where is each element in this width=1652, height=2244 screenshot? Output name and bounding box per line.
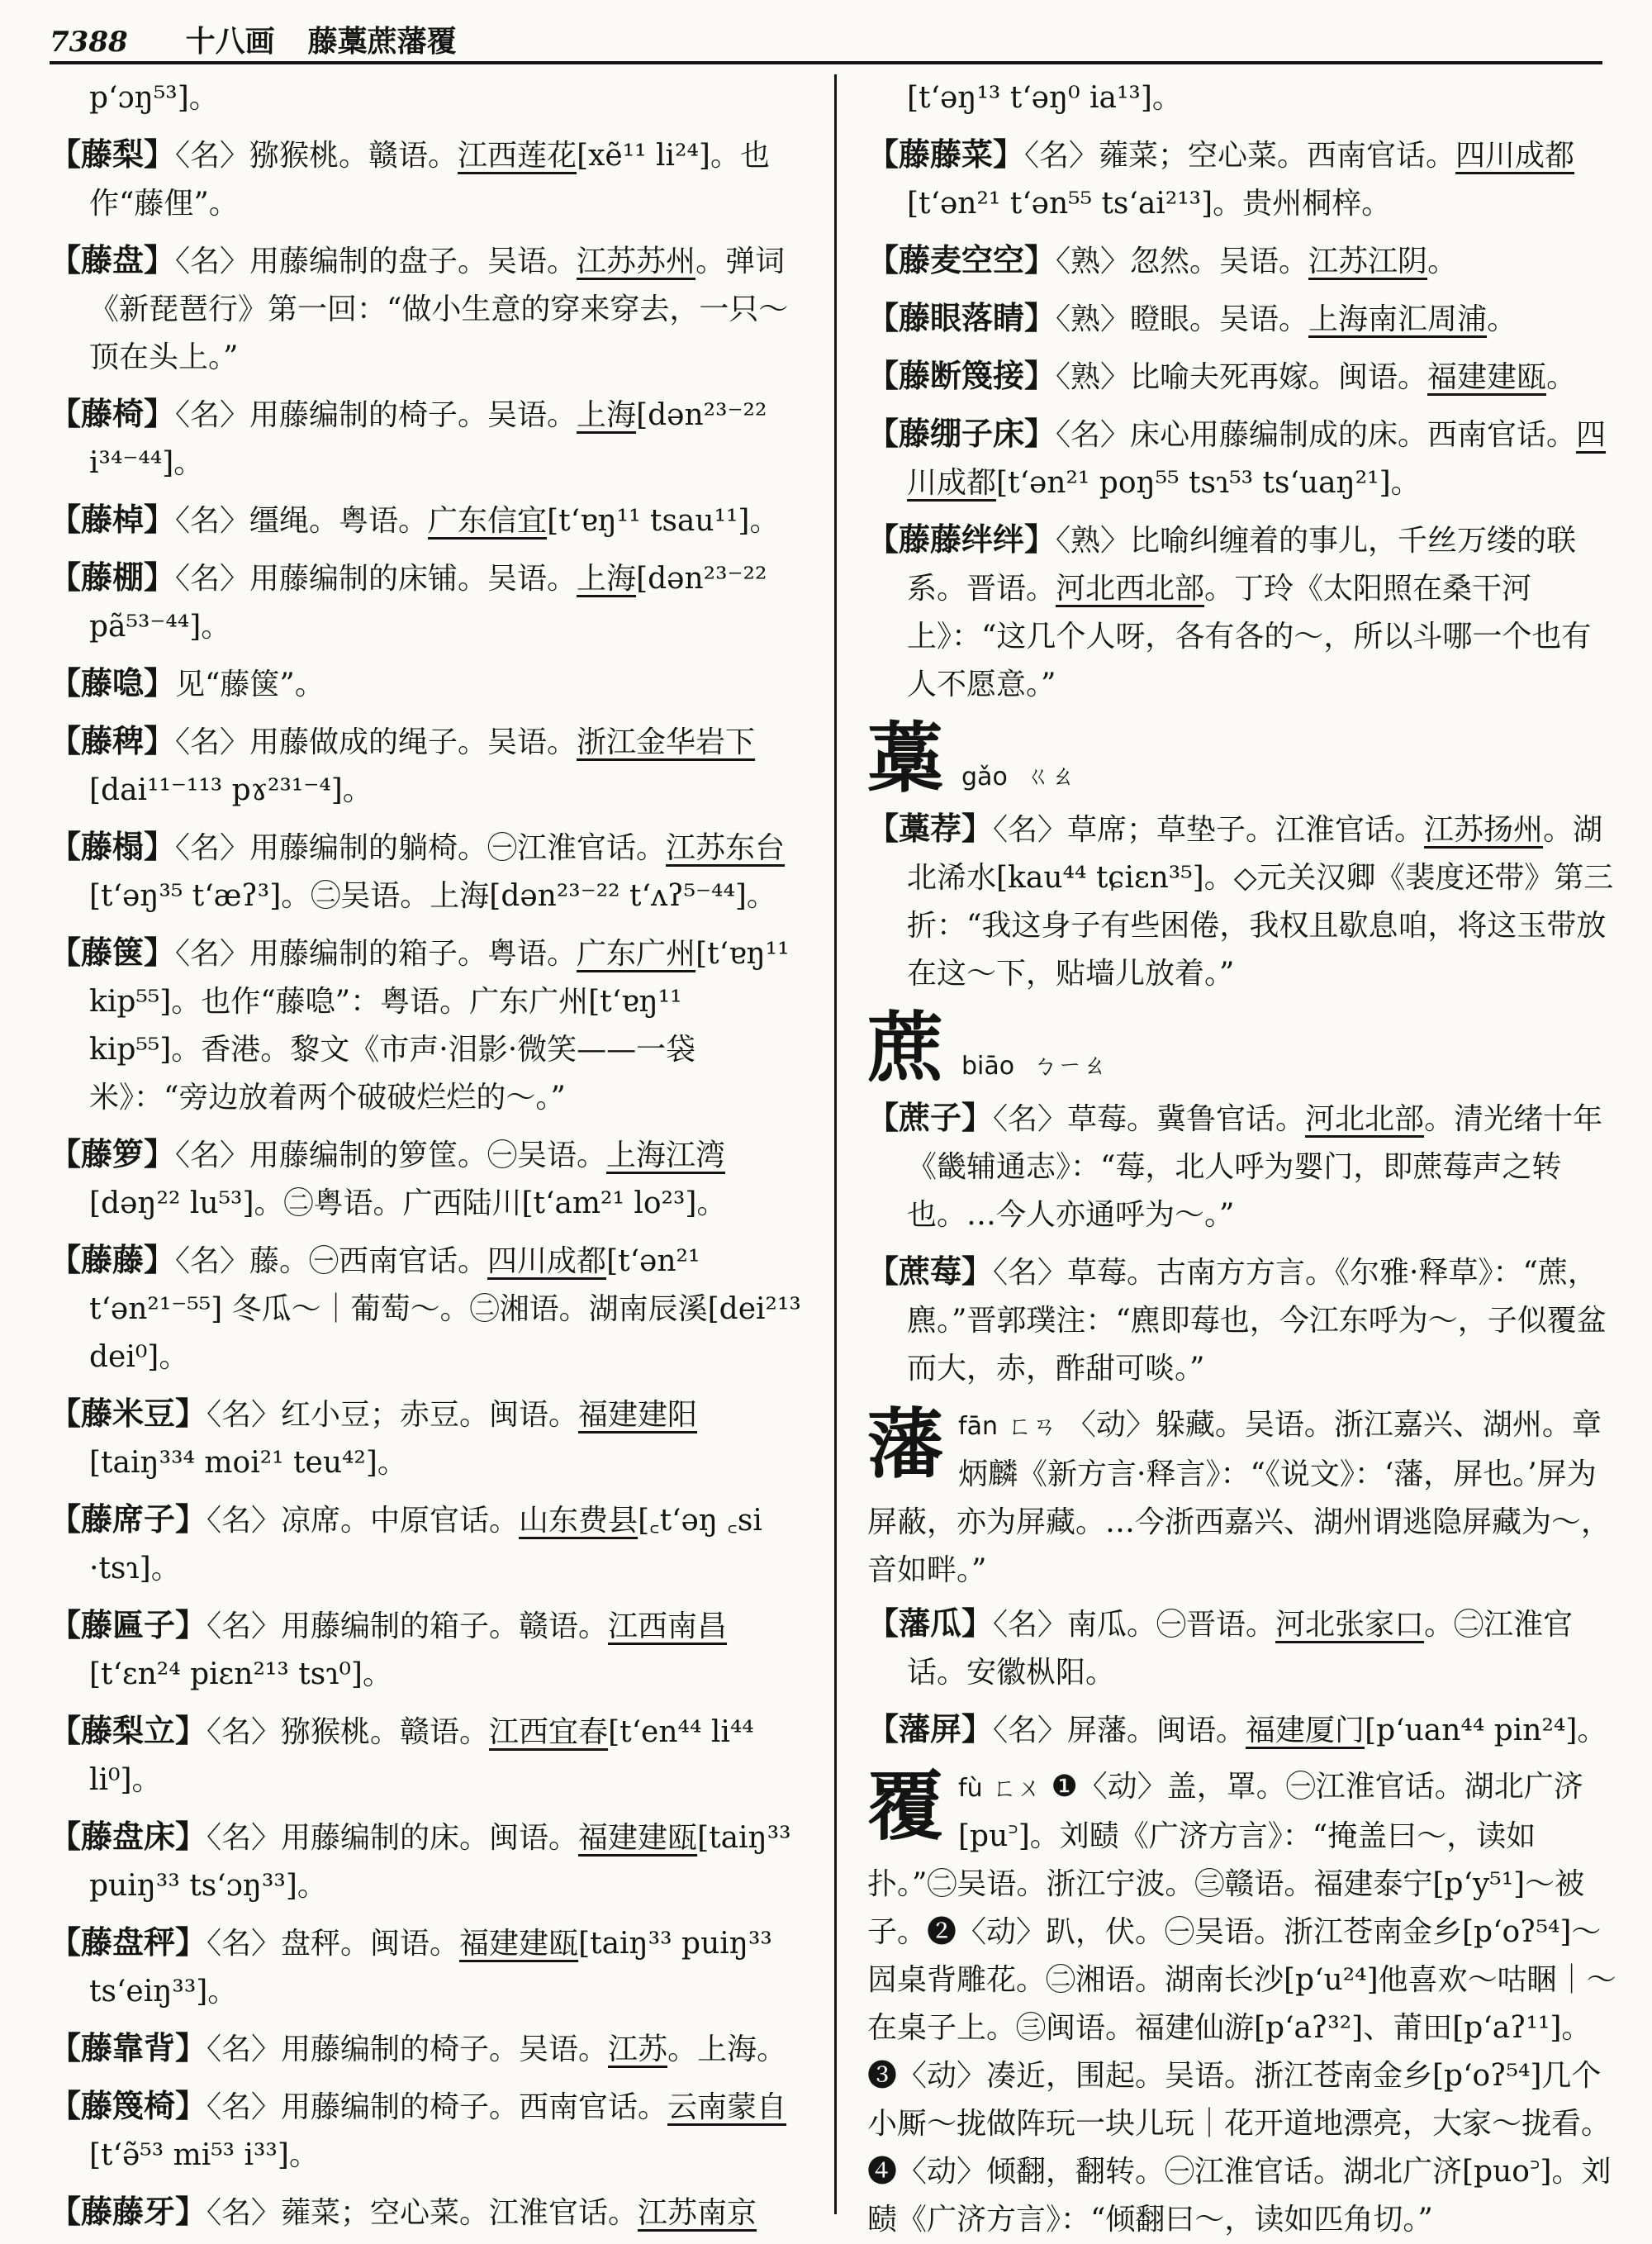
part-of-speech: 〈名〉 [1024, 139, 1099, 173]
entry-headword: 【藩瓜】 [867, 1605, 994, 1642]
part-of-speech: 〈名〉 [175, 398, 250, 432]
dialect-location: 江苏苏州 [577, 245, 696, 278]
entry-headword: 【藤藤菜】 [867, 135, 1025, 173]
dialect-location: 上海南汇周浦 [1308, 302, 1488, 336]
entry-detail: [t‘ɐŋ¹¹ kip⁵⁵]。也作“藤喼”：粤语。广东广州[t‘ɐŋ¹¹ kip⁵⁵]。香港。黎文《市声·泪影·微笑——一袋米》：“旁边放着两个破破烂烂的～。” [89, 937, 790, 1115]
entry-detail: [taiŋ³³ puiŋ³³ ts‘ɔŋ³³]。 [89, 1821, 791, 1903]
character-heading [867, 1763, 1619, 2244]
dictionary-entry [867, 1248, 1619, 1393]
entry-headword: 【藤靠背】 [50, 2029, 207, 2066]
part-of-speech: 〈名〉 [175, 725, 250, 759]
dialect-location: 广东广州 [577, 937, 696, 971]
entry-definition: 用藤编制的箱子。赣语。 [281, 1609, 609, 1643]
dialect-location: 广东信宜 [428, 504, 548, 538]
dictionary-entry [867, 1600, 1619, 1697]
entry-definition: 用藤编制的盘子。吴语。 [249, 245, 577, 278]
entry-headword: 【藤断篾接】 [867, 357, 1056, 394]
entry-detail: [t‘ɐŋ¹¹ tsau¹¹]。 [547, 504, 780, 538]
dictionary-entry [867, 294, 1619, 344]
part-of-speech: 〈名〉 [993, 813, 1068, 847]
dialect-location: 河北北部 [1305, 1102, 1425, 1136]
entry-definition: 比喻纠缠着的事儿，千丝万缕的联系。晋语。 [907, 524, 1577, 606]
entry-definition: 草莓。古南方方言。 [1067, 1256, 1336, 1290]
dictionary-entry [50, 1813, 801, 1910]
dialect-location: 福建建瓯 [459, 1927, 579, 1961]
dictionary-entry [50, 1601, 801, 1699]
entry-detail: [taiŋ³³⁴ moi²¹ teu⁴²]。 [89, 1446, 407, 1480]
dictionary-entry [50, 823, 801, 920]
part-of-speech: 〈熟〉 [1056, 302, 1131, 336]
entry-detail: [t‘ən²¹ t‘ən²¹⁻⁵⁵] 冬瓜～｜葡萄～。㊁湘语。湖南辰溪[dei²¹³ dei⁰]。 [89, 1244, 801, 1374]
dictionary-entry [50, 717, 801, 815]
entry-detail: [taiŋ³³ puiŋ³³ ts‘eiŋ³³]。 [89, 1927, 772, 2009]
entry-definition: 凉席。中原官话。 [281, 1504, 520, 1538]
entry-headword: 【藤匾子】 [50, 1606, 207, 1643]
dialect-location: 福建建瓯 [1427, 360, 1547, 394]
stroke-category: 十八画 [185, 24, 275, 59]
entry-headword: 【藤梨立】 [50, 1712, 207, 1749]
dictionary-entry [50, 1918, 801, 2016]
pinyin: fān [958, 1412, 998, 1441]
dialect-location: 云南蒙自 [667, 2090, 787, 2124]
entry-detail: [dən²³⁻²² pã⁵³⁻⁴⁴]。 [89, 562, 767, 644]
right-column [867, 74, 1619, 2237]
entry-headword: 【藤榻】 [50, 828, 176, 865]
entry-continuation: p‘ɔŋ⁵³]。 [89, 81, 219, 115]
character-definition-text: ❶〈动〉盖，罩。㊀江淮官话。湖北广济[pu꜄]。刘赜《广济方言》：“掩盖曰～，读如扑。”㊁吴语。浙江宁波。㊂赣语。福建泰宁[p‘y⁵¹]～被子。❷〈动〉趴，伏。㊀吴语。浙江苍南金乡[p‘oʔ⁵⁴]～囥桌背雕花。㊁湘语。湖南长沙[p‘u²⁴]他喜欢～咕睏｜～在桌子上。㊂闽语。福建仙游[p‘aʔ³²]、莆田[p‘aʔ¹¹]。❸〈动〉凑近，围起。吴语。浙江苍南金乡[p‘oʔ⁵⁴]几个小厮～拢做阵玩一块儿玩｜花开道地漂亮，大家～拢看。❹〈动〉倾翻，翻转。㊀江淮官话。湖北广济[puo꜄]。刘赜《广济方言》：“倾翻曰～，读如匹角切。” [867, 1770, 1616, 2237]
dialect-location: 福建建瓯 [578, 1821, 698, 1855]
entry-detail: [꜀t‘əŋ ꜀si ·tsɿ]。 [89, 1504, 762, 1586]
pinyin: gǎo [961, 763, 1008, 792]
dialect-location: 江苏 [608, 2032, 668, 2066]
entry-headword: 【藤箩】 [50, 1135, 176, 1172]
entry-headword: 【藤藤绊绊】 [867, 521, 1056, 558]
dictionary-entry [50, 2188, 801, 2237]
entry-definition: 红小豆；赤豆。闽语。 [281, 1398, 579, 1432]
entry-definition: 蕹菜；空心菜。西南官话。 [1099, 139, 1456, 173]
part-of-speech: 〈名〉 [206, 2090, 282, 2124]
entry-definition: 床心用藤编制成的床。西南官话。 [1130, 418, 1577, 452]
entry-definition: 南瓜。㊀晋语。 [1067, 1608, 1276, 1642]
dictionary-entry [50, 1130, 801, 1228]
entry-headword: 【藤麦空空】 [867, 241, 1056, 278]
dictionary-entry [867, 131, 1619, 228]
character-heading [867, 1003, 1619, 1092]
entry-definition: 比喻夫死再嫁。闽语。 [1130, 360, 1428, 394]
entry-headword: 【藩屏】 [867, 1710, 994, 1747]
entry-definition: 忽然。吴语。 [1130, 245, 1309, 278]
entry-detail: 。弹词《新琵琶行》第一回：“做小生意的穿来穿去，一只～顶在头上。” [89, 245, 789, 374]
entry-definition: 用藤做成的绳子。吴语。 [249, 725, 577, 759]
entry-definition: 用藤编制的床。闽语。 [281, 1821, 579, 1855]
dictionary-entry [50, 554, 801, 651]
part-of-speech: 〈名〉 [1056, 418, 1131, 452]
entry-definition: 用藤编制的床铺。吴语。 [249, 562, 577, 596]
part-of-speech: 〈熟〉 [1056, 245, 1131, 278]
dictionary-entry [50, 236, 801, 382]
character-heading [867, 714, 1619, 803]
dialect-location: 福建建阳 [578, 1398, 698, 1432]
entry-detail: 。清光绪十年《畿辅通志》：“莓，北人呼为婴门，即蔗莓声之转也。…今人亦通呼为～。” [907, 1102, 1603, 1232]
entry-detail: [t‘ən²¹ poŋ⁵⁵ tsɿ⁵³ ts‘uaŋ²¹]。 [996, 466, 1421, 500]
dialect-location: 福建厦门 [1246, 1714, 1365, 1747]
dictionary-entry [50, 390, 801, 487]
entry-detail: [t‘ən²¹ t‘ən⁵⁵ ts‘ai²¹³]。贵州桐梓。 [907, 187, 1392, 221]
page-number: 7388 [50, 26, 128, 59]
entry-headword: 【蔗莓】 [867, 1253, 994, 1290]
dictionary-entry [50, 659, 801, 709]
entry-detail: [dəŋ²² lu⁵³]。㊁粤语。广西陆川[t‘am²¹ lo²³]。 [89, 1186, 727, 1220]
dictionary-entry [867, 805, 1619, 998]
character-definition [867, 1770, 1616, 2237]
entry-detail: 。 [1546, 360, 1577, 394]
entry-detail: [t‘ə̃⁵³ mi⁵³ i³³]。 [89, 2138, 319, 2172]
part-of-speech: 〈名〉 [175, 831, 250, 865]
entry-definition: 用藤编制的箩筐。㊀吴语。 [249, 1139, 607, 1172]
entry-definition: 用藤编制的椅子。西南官话。 [281, 2090, 668, 2124]
part-of-speech: 〈名〉 [175, 937, 250, 971]
entry-detail: [t‘ɛn²⁴ piɛn²¹³ tsɿ⁰]。 [89, 1657, 392, 1691]
entry-definition: 用藤编制的箱子。粤语。 [249, 937, 577, 971]
dictionary-entry [867, 1094, 1619, 1239]
entry-detail: 。 [1427, 245, 1458, 278]
entry-headword: 【藤眼落睛】 [867, 299, 1056, 336]
character-heading [867, 1401, 1619, 1595]
dialect-location: 四川成都 [907, 418, 1607, 500]
left-column [50, 74, 801, 2230]
entry-headword: 【藤篾椅】 [50, 2087, 207, 2124]
entry-headword: 【藤藤】 [50, 1241, 176, 1278]
dictionary-entry [867, 236, 1619, 286]
entry-headword: 【藤米豆】 [50, 1395, 207, 1432]
entry-definition: 用藤编制的躺椅。㊀江淮官话。 [249, 831, 667, 865]
dictionary-entry [867, 352, 1619, 402]
part-of-speech: 〈名〉 [175, 245, 250, 278]
dialect-location: 江西南昌 [608, 1609, 728, 1643]
dictionary-entry [867, 410, 1619, 507]
entry-detail: 。上海。 [667, 2032, 787, 2066]
dialect-location: 江西宜春 [489, 1715, 609, 1749]
dictionary-entry [50, 1707, 801, 1804]
dialect-location: 河北张家口 [1275, 1608, 1425, 1642]
part-of-speech: 〈名〉 [993, 1714, 1068, 1747]
part-of-speech: 〈名〉 [175, 139, 250, 173]
column-divider [834, 74, 837, 2214]
entry-definition: 草席；草垫子。江淮官话。 [1067, 813, 1425, 847]
entry-definition: 草莓。冀鲁官话。 [1067, 1102, 1306, 1136]
dictionary-entry [50, 929, 801, 1122]
head-character: 藩 [867, 1400, 944, 1489]
character-definition-text: 〈动〉躲藏。吴语。浙江嘉兴、湖州。章炳麟《新方言·释言》：“《说文》：‘藩，屏也。’屏为屏蔽，亦为屏藏。…今浙西嘉兴、湖州谓逃隐屏藏为～，音如畔。” [867, 1408, 1612, 1587]
zhuyin: ㄈㄢ [1007, 1412, 1057, 1441]
entry-detail: 《尔雅·释草》：“蔗，麃。”晋郭璞注：“麃即莓也，今江东呼为～，子似覆盆而大，赤，酢甜可啖。” [907, 1256, 1607, 1386]
dictionary-entry [50, 2082, 801, 2180]
dictionary-entry [50, 496, 801, 545]
part-of-speech: 〈熟〉 [1056, 360, 1131, 394]
header-chars: 藤藁蔗藩覆 [307, 24, 457, 59]
dictionary-entry [50, 1236, 801, 1381]
entry-detail: 。㊁江淮官话。安徽枞阳。 [907, 1608, 1574, 1690]
part-of-speech: 〈名〉 [993, 1102, 1068, 1136]
part-of-speech: 〈名〉 [206, 1927, 282, 1961]
head-character: 覆 [867, 1761, 944, 1851]
part-of-speech: 〈名〉 [175, 562, 250, 596]
entry-definition: 猕猴桃。赣语。 [281, 1715, 490, 1749]
part-of-speech: 〈名〉 [206, 1715, 282, 1749]
entry-definition: 用藤编制的椅子。吴语。 [249, 398, 577, 432]
dialect-location: 上海江湾 [606, 1139, 726, 1172]
part-of-speech: 〈名〉 [993, 1608, 1068, 1642]
entry-headword: 【藤盘秤】 [50, 1923, 207, 1961]
entry-headword: 【藤棹】 [50, 501, 176, 538]
entry-definition: 蕹菜；空心菜。江淮官话。 [281, 2196, 638, 2230]
entry-headword: 【藤绷子床】 [867, 415, 1056, 452]
entry-detail: 。湖北浠水[kau⁴⁴ tɕiɛn³⁵]。◇元关汉卿《裴度还带》第三折：“我这身子有些困倦，我权且歇息咱，将这玉带放在这～下，贴墙儿放着。” [907, 813, 1614, 991]
dialect-location: 浙江金华岩下 [577, 725, 756, 759]
entry-detail: 。 [1487, 302, 1517, 336]
entry-detail: [t‘əŋ³⁵ t‘æʔ³]。㊁吴语。上海[dən²³⁻²² t‘ʌʔ⁵⁻⁴⁴]。 [89, 879, 776, 913]
entry-headword: 【藁荐】 [867, 810, 994, 847]
entry-headword: 【藤盘床】 [50, 1818, 207, 1855]
part-of-speech: 〈名〉 [993, 1256, 1068, 1290]
entry-headword: 【藤椅】 [50, 395, 176, 432]
page-header [50, 18, 1602, 64]
dictionary-entry [50, 1390, 801, 1487]
part-of-speech: 〈名〉 [175, 1139, 250, 1172]
part-of-speech: 〈名〉 [206, 1821, 282, 1855]
entry-headword: 【藤梨】 [50, 135, 176, 173]
dialect-location: 江苏东台 [666, 831, 786, 865]
zhuyin: ㄅㄧㄠ [1032, 1052, 1108, 1081]
entry-headword: 【藤箧】 [50, 934, 176, 971]
dialect-location: 上海 [577, 562, 637, 596]
entry-headword: 【藤喼】 [50, 664, 176, 701]
entry-definition: 屏藩。闽语。 [1067, 1714, 1246, 1747]
head-character: 蔗 [867, 1003, 944, 1092]
entry-headword: 【蔗子】 [867, 1099, 994, 1136]
entry-continuation: [t‘əŋ¹³ t‘əŋ⁰ ia¹³]。 [907, 81, 1182, 115]
dialect-location: 四川成都 [1455, 139, 1575, 173]
dictionary-entry [50, 131, 801, 228]
entry-detail: [dai¹¹⁻¹¹³ pɤ²³¹⁻⁴]。 [89, 773, 373, 807]
dialect-location: 河北西北部 [1056, 572, 1205, 606]
entry-headword: 【藤盘】 [50, 241, 176, 278]
zhuyin: ㄈㄨ [992, 1774, 1042, 1803]
entry-headword: 【藤棚】 [50, 559, 176, 596]
entry-definition: 猕猴桃。赣语。 [249, 139, 458, 173]
entry-detail: [dən²³⁻²² i³⁴⁻⁴⁴]。 [89, 398, 767, 480]
entry-definition: 用藤编制的椅子。吴语。 [281, 2032, 609, 2066]
character-definition [867, 1408, 1611, 1587]
entry-detail: [p‘uan⁴⁴ pin²⁴]。 [1365, 1714, 1607, 1747]
entry-definition: 见“藤箧”。 [175, 668, 325, 701]
head-character: 藁 [867, 714, 944, 803]
dialect-location: 江西莲花 [458, 139, 577, 173]
entry-definition: 缰绳。粤语。 [249, 504, 429, 538]
pinyin: fù [958, 1774, 983, 1803]
dictionary-entry [50, 2024, 801, 2074]
part-of-speech: 〈名〉 [206, 2032, 282, 2066]
entry-headword: 【藤藤牙】 [50, 2193, 207, 2230]
dialect-location: 江苏扬州 [1424, 813, 1544, 847]
part-of-speech: 〈名〉 [175, 1244, 250, 1278]
entry-definition: 藤。㊀西南官话。 [249, 1244, 488, 1278]
pinyin: biāo [961, 1052, 1015, 1081]
part-of-speech: 〈名〉 [206, 1609, 282, 1643]
entry-detail: [t‘en⁴⁴ li⁴⁴ li⁰]。 [89, 1715, 754, 1797]
entry-headword: 【藤席子】 [50, 1500, 207, 1538]
dialect-location: 江苏江阴 [1308, 245, 1428, 278]
dialect-location: 上海 [577, 398, 637, 432]
part-of-speech: 〈名〉 [206, 1398, 282, 1432]
part-of-speech: 〈名〉 [206, 2196, 282, 2230]
dialect-location: 山东费县 [519, 1504, 638, 1538]
dictionary-entry [867, 516, 1619, 709]
entry-definition: 盘秤。闽语。 [281, 1927, 460, 1961]
entry-definition: 瞪眼。吴语。 [1130, 302, 1309, 336]
dialect-location: 四川成都 [487, 1244, 607, 1278]
dictionary-entry [50, 1495, 801, 1593]
part-of-speech: 〈名〉 [206, 1504, 282, 1538]
zhuyin: ㄍㄠ [1025, 763, 1075, 792]
entry-detail: [xẽ¹¹ li²⁴]。也作“藤俚”。 [89, 139, 770, 221]
dialect-location: 江苏南京 [638, 2196, 757, 2230]
entry-detail: 。丁玲《太阳照在桑干河上》：“这几个人呀，各有各的～，所以斗哪一个也有人不愿意。” [907, 572, 1592, 701]
part-of-speech: 〈名〉 [175, 504, 250, 538]
entry-headword: 【藤稗】 [50, 722, 176, 759]
dictionary-entry [867, 1705, 1619, 1755]
part-of-speech: 〈熟〉 [1056, 524, 1131, 558]
